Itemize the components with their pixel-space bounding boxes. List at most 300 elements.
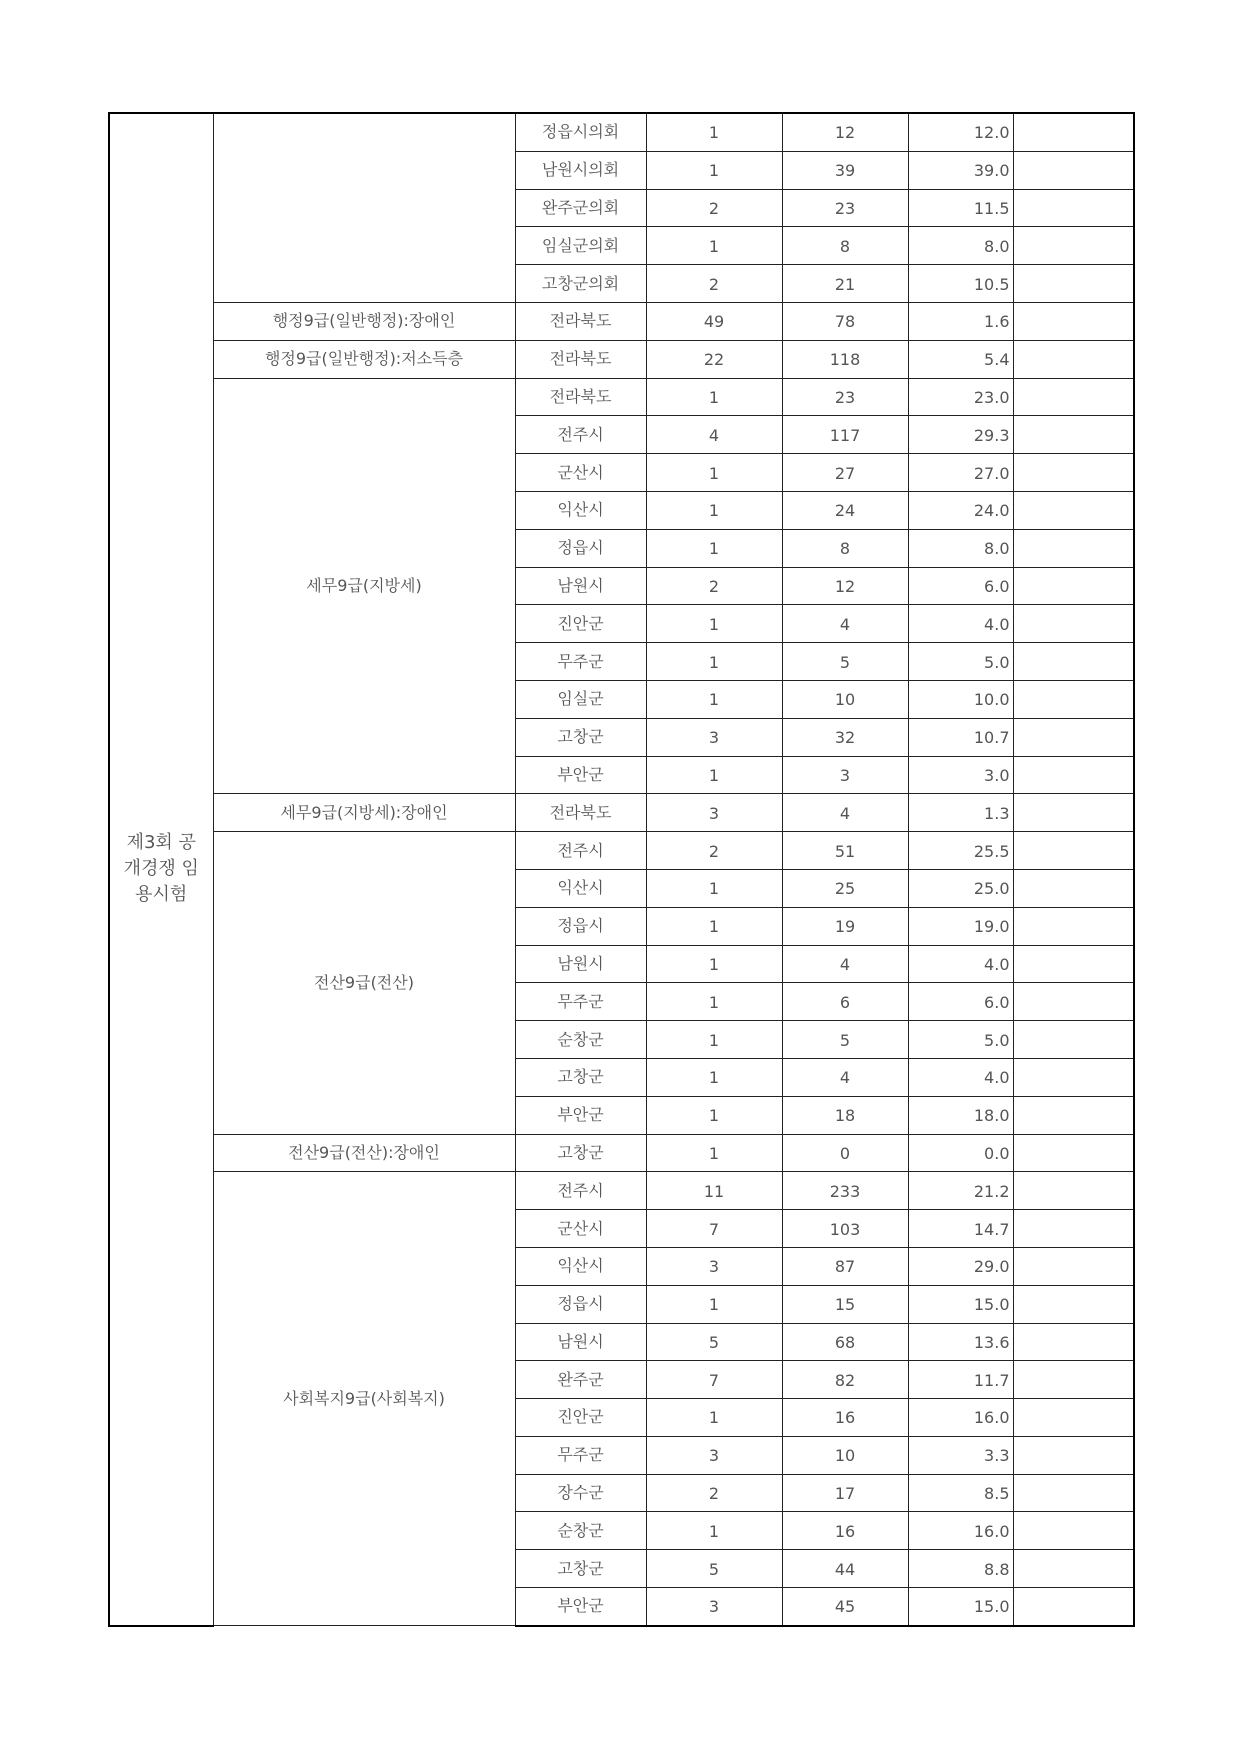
- region-cell-value: 정읍시: [557, 538, 604, 558]
- posts-cell: [646, 1550, 782, 1588]
- applicants-cell-value: 78: [834, 312, 856, 332]
- posts-cell-value: 3: [708, 803, 720, 823]
- applicants-cell: [782, 113, 908, 151]
- posts-cell-value: 2: [708, 841, 720, 861]
- ratio-cell-value: 3.3: [984, 1446, 1010, 1466]
- exam-category-cell: 행정9급(일반행정):장애인: [213, 302, 515, 340]
- ratio-cell-value: 8.5: [984, 1484, 1010, 1504]
- applicants-cell: [782, 756, 908, 794]
- note-cell: [1013, 983, 1134, 1021]
- note-cell: [1013, 1361, 1134, 1399]
- exam-category-cell: 전산9급(전산):장애인: [213, 1134, 515, 1172]
- posts-cell-value: 2: [708, 1484, 720, 1504]
- applicants-cell-value: 18: [834, 1106, 856, 1126]
- region-cell: [515, 756, 646, 794]
- ratio-cell-value: 4.0: [984, 1068, 1010, 1088]
- posts-cell-value: 2: [708, 274, 720, 294]
- region-cell: [515, 416, 646, 454]
- posts-cell: [646, 983, 782, 1021]
- ratio-cell: [908, 529, 1013, 567]
- ratio-cell: [908, 340, 1013, 378]
- ratio-cell-value: 16.0: [973, 1408, 1010, 1428]
- applicants-cell: [782, 1361, 908, 1399]
- region-cell-value: 남원시: [557, 953, 604, 973]
- ratio-cell-value: 1.3: [984, 803, 1010, 823]
- applicants-cell: [782, 1399, 908, 1437]
- posts-cell-value: 1: [708, 690, 720, 710]
- posts-cell: [646, 227, 782, 265]
- note-cell: [1013, 227, 1134, 265]
- ratio-cell-value: 1.6: [984, 312, 1010, 332]
- note-cell: [1013, 718, 1134, 756]
- posts-cell: [646, 1512, 782, 1550]
- region-cell: [515, 113, 646, 151]
- ratio-cell-value: 39.0: [973, 161, 1010, 181]
- ratio-cell: [908, 680, 1013, 718]
- posts-cell-value: 5: [708, 1559, 720, 1579]
- table-row: [109, 340, 1134, 378]
- applicants-cell: [782, 1247, 908, 1285]
- applicants-cell-value: 4: [839, 954, 851, 974]
- posts-cell-value: 1: [708, 652, 720, 672]
- note-cell: [1013, 1436, 1134, 1474]
- applicants-cell: [782, 945, 908, 983]
- applicants-cell-value: 32: [834, 728, 856, 748]
- ratio-cell-value: 12.0: [973, 123, 1010, 143]
- note-cell: [1013, 1285, 1134, 1323]
- region-cell-value: 전주시: [557, 1180, 604, 1200]
- posts-cell-value: 1: [708, 1408, 720, 1428]
- region-cell-value: 전라북도: [549, 386, 612, 406]
- posts-cell-value: 1: [708, 463, 720, 483]
- posts-cell-value: 1: [708, 879, 720, 899]
- applicants-cell-value: 233: [829, 1181, 861, 1201]
- region-cell-value: 군산시: [557, 462, 604, 482]
- region-cell: [515, 1399, 646, 1437]
- posts-cell-value: 1: [708, 954, 720, 974]
- region-cell-value: 임실군의회: [541, 235, 620, 255]
- posts-cell: [646, 302, 782, 340]
- posts-cell-value: 2: [708, 198, 720, 218]
- ratio-cell: [908, 605, 1013, 643]
- region-cell-value: 전주시: [557, 424, 604, 444]
- applicants-cell-value: 21: [834, 274, 856, 294]
- applicants-cell: [782, 605, 908, 643]
- ratio-cell: [908, 1134, 1013, 1172]
- posts-cell: [646, 1134, 782, 1172]
- region-cell: [515, 1436, 646, 1474]
- region-cell-value: 남원시: [557, 1331, 604, 1351]
- posts-cell-value: 1: [708, 765, 720, 785]
- posts-cell: [646, 491, 782, 529]
- region-cell: [515, 378, 646, 416]
- region-cell: [515, 1474, 646, 1512]
- ratio-cell: [908, 1058, 1013, 1096]
- posts-cell: [646, 869, 782, 907]
- region-cell-value: 순창군: [557, 1520, 604, 1540]
- table-row: [109, 794, 1134, 832]
- applicants-cell: [782, 416, 908, 454]
- region-cell: [515, 189, 646, 227]
- exam-category-cell: 세무9급(지방세):장애인: [213, 794, 515, 832]
- region-cell-value: 정읍시의회: [541, 122, 620, 142]
- posts-cell-value: 1: [708, 236, 720, 256]
- posts-cell-value: 1: [708, 1521, 720, 1541]
- region-cell-value: 완주군: [557, 1369, 604, 1389]
- region-cell: [515, 1361, 646, 1399]
- region-cell-value: 무주군: [557, 991, 604, 1011]
- ratio-cell: [908, 1436, 1013, 1474]
- ratio-cell: [908, 756, 1013, 794]
- posts-cell-value: 3: [708, 1446, 720, 1466]
- applicants-cell-value: 16: [834, 1408, 856, 1428]
- note-cell: [1013, 1512, 1134, 1550]
- region-cell-value: 부안군: [557, 764, 604, 784]
- ratio-cell-value: 15.0: [973, 1597, 1010, 1617]
- note-cell: [1013, 113, 1134, 151]
- applicants-cell-value: 24: [834, 501, 856, 521]
- applicants-cell-value: 27: [834, 463, 856, 483]
- region-cell-value: 고창군의회: [541, 273, 620, 293]
- region-cell-value: 전라북도: [549, 802, 612, 822]
- note-cell: [1013, 151, 1134, 189]
- region-cell-value: 익산시: [557, 1256, 604, 1276]
- region-cell: [515, 302, 646, 340]
- posts-cell-value: 3: [708, 1257, 720, 1277]
- applicants-cell-value: 4: [839, 1068, 851, 1088]
- posts-cell: [646, 1361, 782, 1399]
- region-cell-value: 임실군: [557, 689, 604, 709]
- ratio-cell: [908, 567, 1013, 605]
- ratio-cell: [908, 378, 1013, 416]
- ratio-cell-value: 27.0: [973, 463, 1010, 483]
- exam-category-cell: [213, 113, 515, 302]
- applicants-cell: [782, 378, 908, 416]
- region-cell: [515, 1285, 646, 1323]
- region-cell: [515, 265, 646, 303]
- posts-cell: [646, 1588, 782, 1626]
- table-row: [109, 832, 1134, 870]
- region-cell: [515, 1134, 646, 1172]
- applicants-cell: [782, 1021, 908, 1059]
- table-body: [109, 113, 1134, 1626]
- applicants-cell-value: 68: [834, 1332, 856, 1352]
- posts-cell: [646, 567, 782, 605]
- ratio-cell-value: 6.0: [984, 992, 1010, 1012]
- note-cell: [1013, 1021, 1134, 1059]
- applicants-cell-value: 51: [834, 841, 856, 861]
- region-cell-value: 고창군: [557, 1142, 604, 1162]
- applicants-cell: [782, 1134, 908, 1172]
- table-row: [109, 1172, 1134, 1210]
- posts-cell: [646, 643, 782, 681]
- note-cell: [1013, 1474, 1134, 1512]
- exam-round-label: [109, 113, 213, 1626]
- region-cell: [515, 1096, 646, 1134]
- applicants-cell: [782, 907, 908, 945]
- ratio-cell: [908, 1512, 1013, 1550]
- posts-cell: [646, 378, 782, 416]
- note-cell: [1013, 832, 1134, 870]
- ratio-cell: [908, 1588, 1013, 1626]
- ratio-cell: [908, 643, 1013, 681]
- region-cell-value: 정읍시: [557, 1294, 604, 1314]
- applicants-cell: [782, 340, 908, 378]
- applicants-cell-value: 5: [839, 652, 851, 672]
- region-cell: [515, 454, 646, 492]
- exam-category-cell: 세무9급(지방세): [213, 378, 515, 794]
- ratio-cell-value: 6.0: [984, 576, 1010, 596]
- applicants-cell-value: 23: [834, 198, 856, 218]
- region-cell: [515, 1512, 646, 1550]
- applicants-cell-value: 10: [834, 690, 856, 710]
- ratio-cell: [908, 945, 1013, 983]
- applicants-cell: [782, 1172, 908, 1210]
- region-cell: [515, 1172, 646, 1210]
- posts-cell-value: 1: [708, 501, 720, 521]
- table-row: [109, 302, 1134, 340]
- posts-cell: [646, 832, 782, 870]
- region-cell: [515, 340, 646, 378]
- ratio-cell: [908, 794, 1013, 832]
- region-cell: [515, 1550, 646, 1588]
- posts-cell: [646, 340, 782, 378]
- note-cell: [1013, 1550, 1134, 1588]
- posts-cell: [646, 1474, 782, 1512]
- posts-cell-value: 5: [708, 1332, 720, 1352]
- posts-cell: [646, 605, 782, 643]
- ratio-cell: [908, 1021, 1013, 1059]
- posts-cell-value: 1: [708, 992, 720, 1012]
- region-cell: [515, 680, 646, 718]
- ratio-cell-value: 5.0: [984, 1030, 1010, 1050]
- applicants-cell: [782, 1512, 908, 1550]
- posts-cell: [646, 1399, 782, 1437]
- applicants-cell-value: 10: [834, 1446, 856, 1466]
- posts-cell-value: 3: [708, 1597, 720, 1617]
- posts-cell: [646, 151, 782, 189]
- applicants-cell: [782, 1474, 908, 1512]
- applicants-cell-value: 45: [834, 1597, 856, 1617]
- note-cell: [1013, 189, 1134, 227]
- ratio-cell-value: 16.0: [973, 1521, 1010, 1541]
- ratio-cell: [908, 416, 1013, 454]
- posts-cell: [646, 718, 782, 756]
- table-row: [109, 113, 1134, 151]
- ratio-cell: [908, 907, 1013, 945]
- posts-cell-value: 1: [708, 1106, 720, 1126]
- applicants-cell-value: 5: [839, 1030, 851, 1050]
- posts-cell: [646, 756, 782, 794]
- posts-cell-value: 49: [703, 312, 725, 332]
- ratio-cell: [908, 1247, 1013, 1285]
- applicants-cell-value: 82: [834, 1370, 856, 1390]
- posts-cell-value: 1: [708, 1143, 720, 1163]
- note-cell: [1013, 794, 1134, 832]
- ratio-cell-value: 4.0: [984, 614, 1010, 634]
- region-cell: [515, 718, 646, 756]
- applicants-cell: [782, 983, 908, 1021]
- region-cell: [515, 1021, 646, 1059]
- ratio-cell: [908, 1172, 1013, 1210]
- applicants-cell-value: 4: [839, 803, 851, 823]
- posts-cell: [646, 265, 782, 303]
- region-cell-value: 전주시: [557, 840, 604, 860]
- note-cell: [1013, 1247, 1134, 1285]
- ratio-cell: [908, 1361, 1013, 1399]
- region-cell: [515, 151, 646, 189]
- posts-cell: [646, 529, 782, 567]
- region-cell: [515, 529, 646, 567]
- region-cell: [515, 227, 646, 265]
- ratio-cell-value: 5.0: [984, 652, 1010, 672]
- region-cell: [515, 1058, 646, 1096]
- applicants-cell-value: 8: [839, 236, 851, 256]
- applicants-cell: [782, 454, 908, 492]
- region-cell-value: 익산시: [557, 500, 604, 520]
- posts-cell: [646, 1285, 782, 1323]
- ratio-cell-value: 11.5: [973, 198, 1010, 218]
- ratio-cell: [908, 1096, 1013, 1134]
- note-cell: [1013, 1588, 1134, 1626]
- ratio-cell-value: 8.0: [984, 236, 1010, 256]
- posts-cell-value: 22: [703, 350, 725, 370]
- applicants-cell: [782, 680, 908, 718]
- note-cell: [1013, 529, 1134, 567]
- ratio-cell-value: 19.0: [973, 917, 1010, 937]
- ratio-cell: [908, 151, 1013, 189]
- ratio-cell: [908, 1210, 1013, 1248]
- posts-cell-value: 2: [708, 576, 720, 596]
- note-cell: [1013, 1134, 1134, 1172]
- ratio-cell-value: 18.0: [973, 1106, 1010, 1126]
- applicants-cell-value: 8: [839, 539, 851, 559]
- note-cell: [1013, 1323, 1134, 1361]
- applicants-cell-value: 15: [834, 1295, 856, 1315]
- applicants-cell-value: 12: [834, 576, 856, 596]
- posts-cell: [646, 1247, 782, 1285]
- note-cell: [1013, 454, 1134, 492]
- region-cell: [515, 869, 646, 907]
- note-cell: [1013, 1058, 1134, 1096]
- posts-cell-value: 11: [703, 1181, 725, 1201]
- region-cell-value: 익산시: [557, 878, 604, 898]
- posts-cell: [646, 454, 782, 492]
- exam-category-cell: 행정9급(일반행정):저소득층: [213, 340, 515, 378]
- ratio-cell: [908, 1285, 1013, 1323]
- ratio-cell: [908, 1474, 1013, 1512]
- table-row: [109, 1134, 1134, 1172]
- note-cell: [1013, 378, 1134, 416]
- applicants-cell-value: 4: [839, 614, 851, 634]
- ratio-cell-value: 14.7: [973, 1219, 1010, 1239]
- applicants-cell-value: 118: [829, 350, 861, 370]
- applicants-cell: [782, 265, 908, 303]
- applicants-cell: [782, 869, 908, 907]
- region-cell: [515, 643, 646, 681]
- posts-cell-value: 1: [708, 1068, 720, 1088]
- region-cell: [515, 1588, 646, 1626]
- ratio-cell: [908, 1399, 1013, 1437]
- posts-cell-value: 7: [708, 1370, 720, 1390]
- region-cell: [515, 567, 646, 605]
- region-cell: [515, 945, 646, 983]
- applicants-cell-value: 19: [834, 917, 856, 937]
- region-cell-value: 전라북도: [549, 311, 612, 331]
- region-cell-value: 진안군: [557, 1407, 604, 1427]
- ratio-cell-value: 29.0: [973, 1257, 1010, 1277]
- ratio-cell: [908, 227, 1013, 265]
- applicants-cell: [782, 1285, 908, 1323]
- ratio-cell: [908, 718, 1013, 756]
- note-cell: [1013, 907, 1134, 945]
- note-cell: [1013, 680, 1134, 718]
- applicants-cell: [782, 1550, 908, 1588]
- region-cell-value: 고창군: [557, 1558, 604, 1578]
- region-cell-value: 부안군: [557, 1105, 604, 1125]
- ratio-cell-value: 8.8: [984, 1559, 1010, 1579]
- ratio-cell-value: 21.2: [973, 1181, 1010, 1201]
- region-cell-value: 남원시의회: [541, 160, 620, 180]
- applicants-cell-value: 12: [834, 123, 856, 143]
- region-cell: [515, 491, 646, 529]
- ratio-cell: [908, 832, 1013, 870]
- ratio-cell: [908, 869, 1013, 907]
- applicants-cell: [782, 1096, 908, 1134]
- table-row: [109, 378, 1134, 416]
- posts-cell-value: 7: [708, 1219, 720, 1239]
- ratio-cell: [908, 265, 1013, 303]
- region-cell-value: 고창군: [557, 727, 604, 747]
- ratio-cell-value: 13.6: [973, 1332, 1010, 1352]
- applicants-cell: [782, 567, 908, 605]
- region-cell-value: 부안군: [557, 1596, 604, 1616]
- posts-cell-value: 1: [708, 123, 720, 143]
- ratio-cell: [908, 491, 1013, 529]
- applicants-cell-value: 25: [834, 879, 856, 899]
- posts-cell: [646, 113, 782, 151]
- posts-cell-value: 1: [708, 387, 720, 407]
- applicants-cell-value: 23: [834, 387, 856, 407]
- posts-cell: [646, 907, 782, 945]
- note-cell: [1013, 1172, 1134, 1210]
- posts-cell-value: 1: [708, 161, 720, 181]
- applicants-cell: [782, 832, 908, 870]
- note-cell: [1013, 567, 1134, 605]
- region-cell: [515, 1210, 646, 1248]
- ratio-cell-value: 24.0: [973, 501, 1010, 521]
- ratio-cell: [908, 983, 1013, 1021]
- region-cell: [515, 907, 646, 945]
- ratio-cell-value: 4.0: [984, 954, 1010, 974]
- ratio-cell-value: 10.7: [973, 728, 1010, 748]
- note-cell: [1013, 605, 1134, 643]
- region-cell-value: 정읍시: [557, 916, 604, 936]
- note-cell: [1013, 340, 1134, 378]
- posts-cell: [646, 680, 782, 718]
- applicants-cell: [782, 189, 908, 227]
- region-cell: [515, 605, 646, 643]
- ratio-cell-value: 25.5: [973, 841, 1010, 861]
- note-cell: [1013, 643, 1134, 681]
- note-cell: [1013, 945, 1134, 983]
- applicants-cell: [782, 1058, 908, 1096]
- applicants-cell-value: 117: [829, 425, 861, 445]
- applicants-cell-value: 3: [839, 765, 851, 785]
- ratio-cell: [908, 113, 1013, 151]
- posts-cell: [646, 1021, 782, 1059]
- ratio-cell: [908, 189, 1013, 227]
